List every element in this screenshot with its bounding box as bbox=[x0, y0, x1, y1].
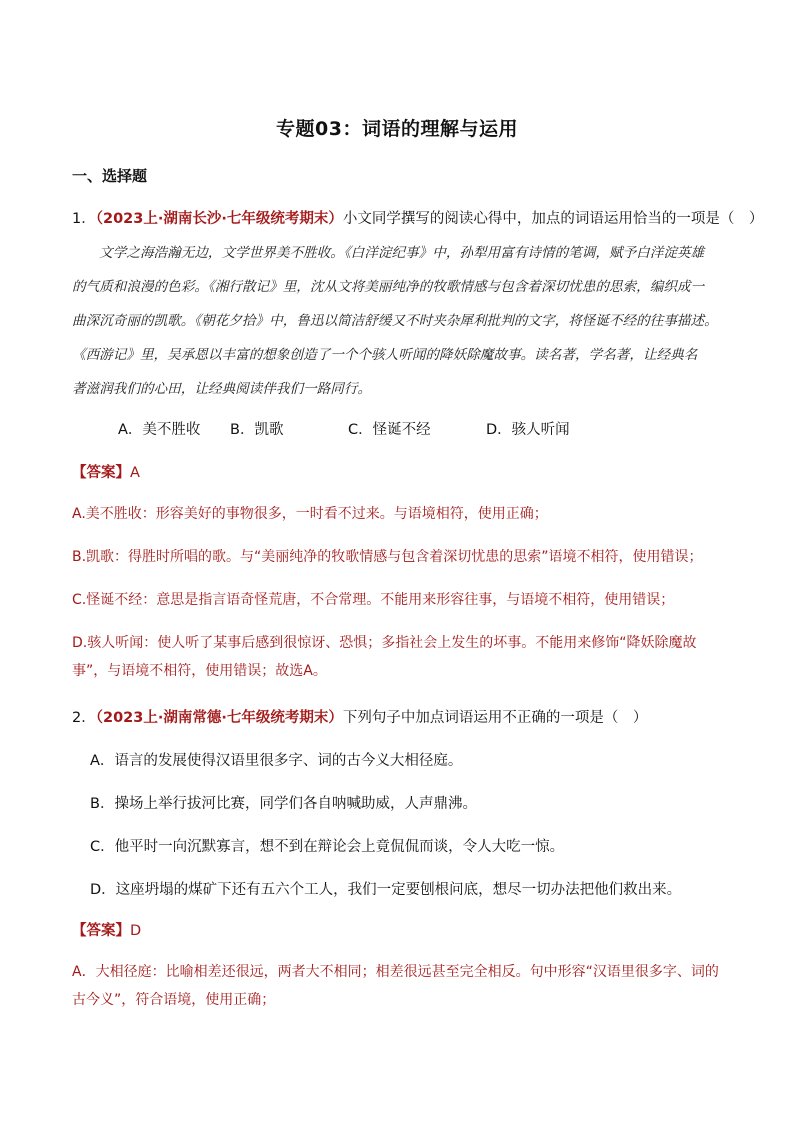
q2-option-c: C．他平时一向沉默寡言，想不到在辩论会上竟侃侃而谈，令人大吃一惊。 bbox=[90, 839, 565, 855]
answer-tag: 【答案】 bbox=[72, 923, 130, 939]
question-2-stem bbox=[72, 706, 647, 727]
passage-line: 著滋润我们的心田，让经典阅读伴我们一路同行。 bbox=[72, 381, 372, 397]
q2-option-b: B．操场上举行拔河比赛，同学们各自呐喊助威，人声鼎沸。 bbox=[90, 796, 477, 812]
explanation-a: A.美不胜收：形容美好的事物很多，一时看不过来。与语境相符，使用正确； bbox=[72, 506, 548, 522]
question-source: （2023上·湖南常德·七年级统考期末） bbox=[95, 710, 343, 726]
passage-line: 文学之海浩瀚无边，文学世界美不胜收。《白洋淀纪事》中，孙犁用富有诗情的笔调，赋予白洋淀英雄 bbox=[72, 245, 705, 261]
answer-line bbox=[72, 461, 140, 482]
explanation-c: C.怪诞不经：意思是指言语奇怪荒唐，不合常理。不能用来形容往事，与语境不相符，使用错误； bbox=[72, 592, 675, 608]
question-1-stem bbox=[72, 207, 763, 228]
option-a: A．美不胜收 bbox=[118, 422, 201, 438]
question-number: 1． bbox=[72, 211, 96, 227]
q2-option-d: D．这座坍塌的煤矿下还有五六个工人，我们一定要刨根问底，想尽一切办法把他们救出来。 bbox=[90, 882, 682, 898]
answer-tag: 【答案】 bbox=[72, 465, 130, 481]
passage-line: 《西游记》里，吴承恩以丰富的想象创造了一个个骇人听闻的降妖除魔故事。读名著，学名著，让经典名 bbox=[72, 347, 698, 363]
answer-line bbox=[72, 919, 141, 940]
question-number: 2． bbox=[72, 710, 96, 726]
option-b: B．凯歌 bbox=[230, 422, 284, 438]
page-title: 专题03：词语的理解与运用 bbox=[276, 118, 518, 140]
passage-line: 曲深沉奇丽的凯歌。《朝花夕拾》中，鲁迅以简洁舒缓又不时夹杂犀利批判的文字，将怪诞不经的往事描述。 bbox=[72, 313, 718, 329]
option-d: D．骇人听闻 bbox=[486, 422, 570, 438]
passage-line: 的气质和浪漫的色彩。《湘行散记》里，沈从文将美丽纯净的牧歌情感与包含着深切忧患的思索，编织成一 bbox=[72, 279, 705, 295]
explanation-b: B.凯歌：得胜时所唱的歌。与“美丽纯净的牧歌情感与包含着深切忧患的思索”语境不相符，使用错误； bbox=[72, 549, 703, 565]
question-text: 小文同学撰写的阅读心得中，加点的词语运用恰当的一项是（ ） bbox=[342, 211, 764, 227]
reading-passage bbox=[72, 236, 732, 406]
question-text: 下列句子中加点词语运用不正确的一项是（ ） bbox=[342, 710, 648, 726]
question-1-options bbox=[118, 418, 570, 439]
section-heading: 一、选择题 bbox=[72, 167, 148, 185]
q2-explanation-a: A．大相径庭：比喻相差还很远，两者大不相同；相差很远甚至完全相反。句中形容“汉语里很多字、词的古今义”，符合语境，使用正确； bbox=[72, 964, 719, 1008]
question-source: （2023上·湖南长沙·七年级统考期末） bbox=[95, 211, 343, 227]
answer-value: A bbox=[130, 465, 140, 481]
option-c: C．怪诞不经 bbox=[348, 422, 431, 438]
answer-value: D bbox=[130, 923, 142, 939]
explanation-d: D.骇人听闻：使人听了某事后感到很惊讶、恐惧；多指社会上发生的坏事。不能用来修饰“降妖除魔故事”，与语境不相符，使用错误；故选A。 bbox=[72, 635, 697, 679]
q2-option-a: A．语言的发展使得汉语里很多字、词的古今义大相径庭。 bbox=[90, 753, 463, 769]
